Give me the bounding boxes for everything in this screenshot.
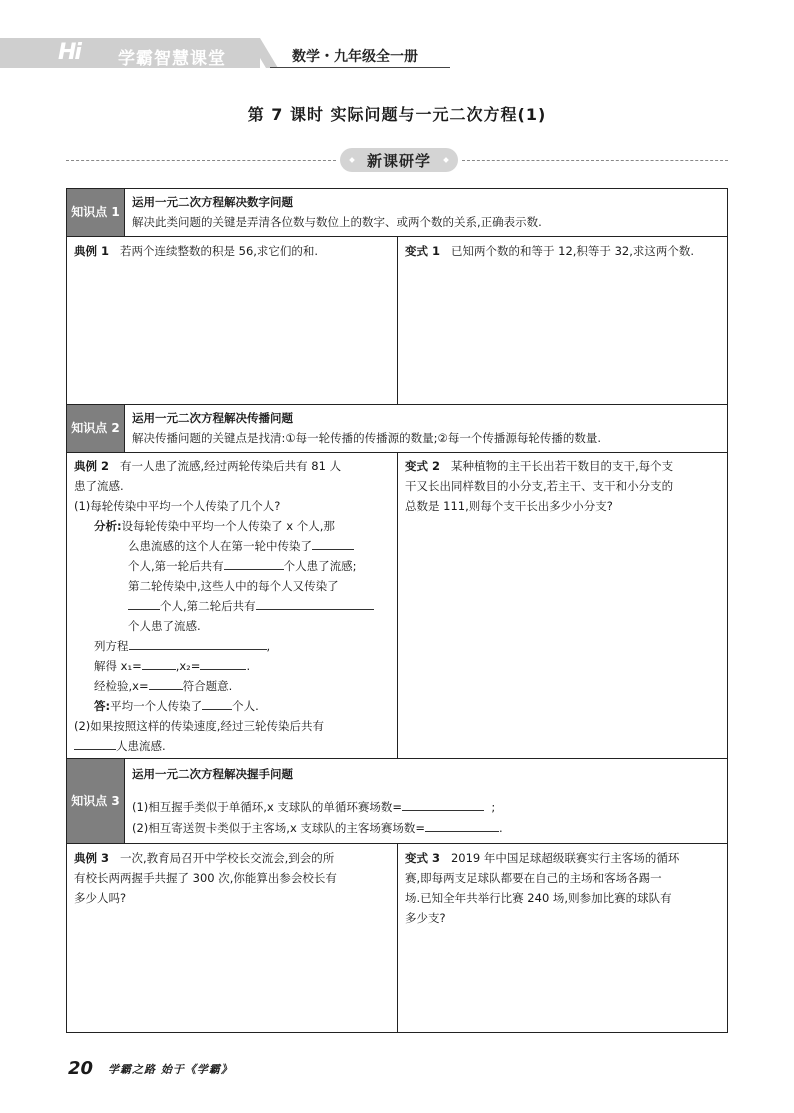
example-2-line2: 患了流感. — [74, 479, 124, 493]
row1-divider — [397, 236, 398, 404]
variant-2-line3: 总数是 111,则每个支干长出多少小分支? — [405, 499, 613, 513]
analysis-line6: 个人患了流感. — [128, 619, 201, 633]
blank-x1[interactable] — [142, 657, 176, 670]
example-1 — [74, 241, 318, 261]
kp1-title: 运用一元二次方程解决数字问题 — [132, 195, 293, 209]
variant-3-text: 2019 年中国足球超级联赛实行主客场的循环 — [450, 851, 680, 865]
kp2-divider — [124, 405, 125, 452]
analysis-text-1: 设每轮传染中平均一个人传染了 x 个人,那 — [121, 519, 335, 533]
example-1-label: 典例 1 — [74, 244, 110, 258]
kp3-item-2 — [132, 818, 503, 838]
solve-label: 解得 x₁= — [94, 659, 142, 673]
kp3-item-1 — [132, 792, 495, 817]
header-logo: Hi — [58, 40, 80, 65]
example-3-line3: 多少人吗? — [74, 891, 127, 905]
blank-three-rounds[interactable] — [74, 737, 116, 750]
kp2-title: 运用一元二次方程解决传播问题 — [132, 411, 293, 425]
kp1-divider — [124, 189, 125, 236]
variant-3-line4: 多少支? — [405, 911, 446, 925]
kp3-item-2-end: . — [499, 821, 503, 835]
blank-single-round[interactable] — [402, 792, 484, 811]
kp3-item-1-end: ; — [491, 800, 496, 814]
example-2-text: 有一人患了流感,经过两轮传染后共有 81 人 — [119, 459, 342, 473]
lesson-title: 第 7 课时 实际问题与一元二次方程(1) — [247, 105, 547, 124]
equation-line — [94, 636, 270, 656]
section-badge-label: 新课研学 — [366, 152, 431, 170]
header-subject: 数学・九年级全一册 — [292, 49, 418, 65]
kp3-item-1-text: (1)相互握手类似于单循环,x 支球队的单循环赛场数= — [132, 800, 403, 814]
check-line — [94, 676, 232, 696]
variant-2-text: 某种植物的主干长出若干数目的支干,每个支 — [450, 459, 674, 473]
analysis-line4: 第二轮传染中,这些人中的每个人又传染了 — [128, 579, 339, 593]
equation-end: , — [266, 639, 271, 653]
kp3-title: 运用一元二次方程解决握手问题 — [132, 767, 293, 781]
kp2-desc: 解决传播问题的关键点是找清:①每一轮传播的传播源的数量;②每一个传播源每轮传播的数量. — [132, 431, 602, 445]
analysis-line3 — [128, 556, 357, 576]
analysis-text-3b: 个人患了流感; — [283, 559, 357, 573]
analysis-line5 — [128, 596, 374, 616]
kp2-tag: 知识点 2 — [67, 405, 124, 452]
row2-bottom-rule — [67, 758, 727, 759]
header-underline — [270, 67, 450, 68]
analysis-text-5: 个人,第二轮后共有 — [160, 599, 256, 613]
row3-divider — [397, 843, 398, 1032]
question-2-text-end: 人患流感. — [116, 739, 166, 753]
kp3-item-2-text: (2)相互寄送贺卡类似于主客场,x 支球队的主客场赛场数= — [132, 821, 426, 835]
example-3-text: 一次,教育局召开中学校长交流会,到会的所 — [119, 851, 335, 865]
analysis-line1 — [94, 516, 335, 536]
solve-x2-label: ,x₂= — [175, 659, 201, 673]
example-2-question-1: (1)每轮传染中平均一个人传染了几个人? — [74, 499, 281, 513]
footer-slogan: 学霸之路 始于《学霸》 — [108, 1063, 233, 1076]
row1-bottom-rule — [67, 404, 727, 405]
example-2-question-2-end — [74, 736, 166, 756]
variant-1 — [405, 241, 694, 261]
example-3-line1 — [74, 848, 334, 868]
analysis-label: 分析: — [94, 519, 122, 533]
analysis-line2 — [128, 536, 354, 556]
blank-home-away[interactable] — [425, 819, 499, 832]
equation-label: 列方程 — [94, 639, 129, 653]
kp3-tag: 知识点 3 — [67, 759, 124, 843]
solve-end: . — [246, 659, 251, 673]
example-2-line1 — [74, 456, 341, 476]
kp1-desc: 解决此类问题的关键是弄清各位数与数位上的数字、或两个数的关系,正确表示数. — [132, 215, 542, 229]
answer-text-a: 平均一个人传染了 — [110, 699, 203, 713]
page-number: 20 — [68, 1058, 94, 1079]
variant-2-line1 — [405, 456, 673, 476]
blank-answer[interactable] — [202, 697, 232, 710]
kp3-divider — [124, 759, 125, 843]
example-2-label: 典例 2 — [74, 459, 110, 473]
header-brand: 学霸智慧课堂 — [118, 49, 226, 69]
example-1-text: 若两个连续整数的积是 56,求它们的和. — [119, 244, 319, 258]
blank-after-round-1[interactable] — [224, 557, 284, 570]
answer-label: 答: — [94, 699, 111, 713]
divider-right — [462, 160, 728, 161]
analysis-text-3a: 个人,第一轮后共有 — [128, 559, 224, 573]
header-slash-decoration — [248, 38, 278, 68]
row2-divider — [397, 452, 398, 758]
blank-equation[interactable] — [129, 637, 267, 650]
blank-second-round[interactable] — [128, 597, 160, 610]
divider-left — [66, 160, 336, 161]
analysis-text-2: 么患流感的这个人在第一轮中传染了 — [128, 539, 312, 553]
answer-line — [94, 696, 259, 716]
variant-3-line2: 赛,即每两支足球队都要在自己的主场和客场各踢一 — [405, 871, 662, 885]
variant-3-line1 — [405, 848, 679, 868]
blank-first-round[interactable] — [312, 537, 354, 550]
example-3-line2: 有校长两两握手共握了 300 次,你能算出参会校长有 — [74, 871, 337, 885]
blank-x2[interactable] — [200, 657, 246, 670]
check-text: 符合题意. — [182, 679, 233, 693]
variant-2-label: 变式 2 — [405, 459, 441, 473]
example-2-question-2: (2)如果按照这样的传染速度,经过三轮传染后共有 — [74, 719, 324, 733]
variant-3-label: 变式 3 — [405, 851, 441, 865]
variant-1-label: 变式 1 — [405, 244, 441, 258]
blank-check-x[interactable] — [149, 677, 183, 690]
answer-text-b: 个人. — [232, 699, 259, 713]
variant-2-line2: 干又长出同样数目的小分支,若主干、支干和小分支的 — [405, 479, 674, 493]
kp1-tag: 知识点 1 — [67, 189, 124, 236]
blank-after-round-2[interactable] — [256, 597, 374, 610]
variant-3-line3: 场.已知全年共举行比赛 240 场,则参加比赛的球队有 — [405, 891, 672, 905]
check-label: 经检验,x= — [94, 679, 149, 693]
solve-line — [94, 656, 250, 676]
variant-1-text: 已知两个数的和等于 12,积等于 32,求这两个数. — [450, 244, 695, 258]
example-3-label: 典例 3 — [74, 851, 110, 865]
